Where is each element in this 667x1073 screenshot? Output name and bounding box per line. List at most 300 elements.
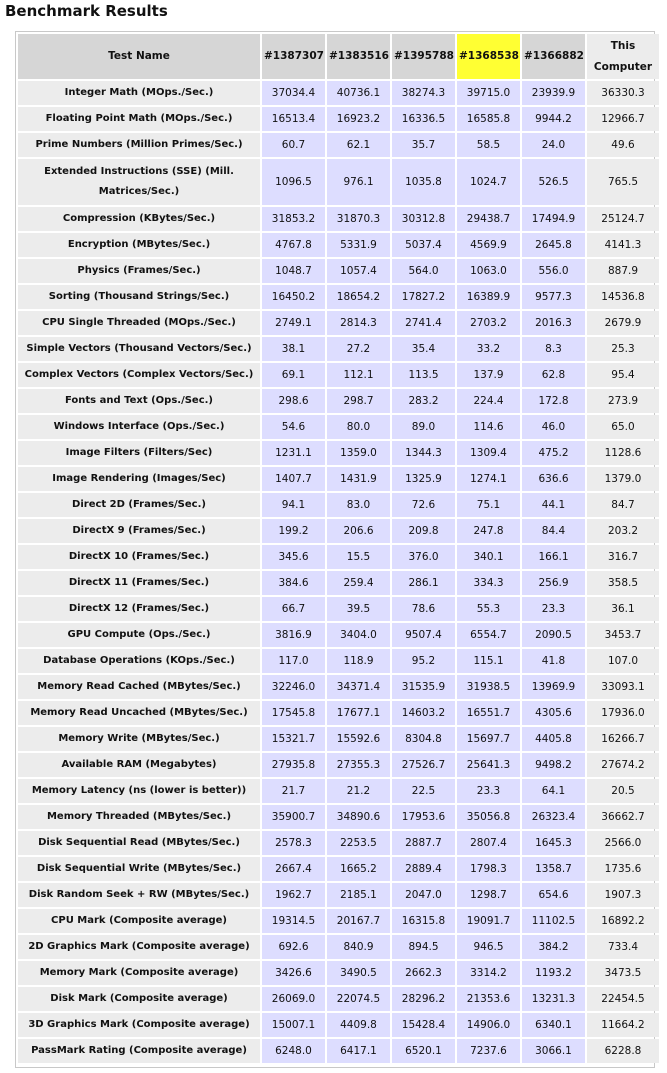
result-value-cell: 556.0 <box>522 259 585 283</box>
column-header-system[interactable]: #1383516 <box>327 34 390 79</box>
table-row <box>18 467 659 491</box>
table-row <box>18 675 659 699</box>
result-value-cell: 26323.4 <box>522 805 585 829</box>
this-computer-value-cell: 3453.7 <box>587 623 659 647</box>
result-value-cell: 16551.7 <box>457 701 520 725</box>
row-test-name: Encryption (MBytes/Sec.) <box>18 233 260 257</box>
result-value-cell: 1665.2 <box>327 857 390 881</box>
result-value-cell: 4569.9 <box>457 233 520 257</box>
result-value-cell: 2185.1 <box>327 883 390 907</box>
table-header-row <box>18 34 659 79</box>
table-row <box>18 233 659 257</box>
result-value-cell: 256.9 <box>522 571 585 595</box>
result-value-cell: 1024.7 <box>457 159 520 205</box>
result-value-cell: 23939.9 <box>522 81 585 105</box>
this-computer-value-cell: 765.5 <box>587 159 659 205</box>
result-value-cell: 38.1 <box>262 337 325 361</box>
result-value-cell: 31938.5 <box>457 675 520 699</box>
row-test-name: Memory Read Uncached (MBytes/Sec.) <box>18 701 260 725</box>
result-value-cell: 1407.7 <box>262 467 325 491</box>
this-computer-value-cell: 95.4 <box>587 363 659 387</box>
column-header-system[interactable]: #1366882 <box>522 34 585 79</box>
result-value-cell: 38274.3 <box>392 81 455 105</box>
result-value-cell: 9507.4 <box>392 623 455 647</box>
table-row <box>18 441 659 465</box>
this-computer-value-cell: 733.4 <box>587 935 659 959</box>
result-value-cell: 16923.2 <box>327 107 390 131</box>
result-value-cell: 15428.4 <box>392 1013 455 1037</box>
result-value-cell: 2807.4 <box>457 831 520 855</box>
result-value-cell: 636.6 <box>522 467 585 491</box>
row-test-name: Compression (KBytes/Sec.) <box>18 207 260 231</box>
table-row <box>18 987 659 1011</box>
column-header-this-computer: This Computer <box>587 34 659 79</box>
result-value-cell: 89.0 <box>392 415 455 439</box>
result-value-cell: 2645.8 <box>522 233 585 257</box>
result-value-cell: 247.8 <box>457 519 520 543</box>
table-row <box>18 337 659 361</box>
result-value-cell: 976.1 <box>327 159 390 205</box>
result-value-cell: 16450.2 <box>262 285 325 309</box>
column-header-system[interactable]: #1395788 <box>392 34 455 79</box>
row-test-name: Sorting (Thousand Strings/Sec.) <box>18 285 260 309</box>
result-value-cell: 1962.7 <box>262 883 325 907</box>
table-row <box>18 259 659 283</box>
result-value-cell: 72.6 <box>392 493 455 517</box>
this-computer-value-cell: 20.5 <box>587 779 659 803</box>
table-row <box>18 961 659 985</box>
result-value-cell: 6340.1 <box>522 1013 585 1037</box>
row-test-name: DirectX 9 (Frames/Sec.) <box>18 519 260 543</box>
result-value-cell: 14906.0 <box>457 1013 520 1037</box>
result-value-cell: 1096.5 <box>262 159 325 205</box>
result-value-cell: 2703.2 <box>457 311 520 335</box>
row-test-name: Simple Vectors (Thousand Vectors/Sec.) <box>18 337 260 361</box>
result-value-cell: 564.0 <box>392 259 455 283</box>
result-value-cell: 6248.0 <box>262 1039 325 1063</box>
result-value-cell: 8.3 <box>522 337 585 361</box>
result-value-cell: 298.6 <box>262 389 325 413</box>
row-test-name: Disk Random Seek + RW (MBytes/Sec.) <box>18 883 260 907</box>
result-value-cell: 14603.2 <box>392 701 455 725</box>
result-value-cell: 27935.8 <box>262 753 325 777</box>
row-test-name: Memory Read Cached (MBytes/Sec.) <box>18 675 260 699</box>
table-row <box>18 545 659 569</box>
result-value-cell: 298.7 <box>327 389 390 413</box>
result-value-cell: 3066.1 <box>522 1039 585 1063</box>
result-value-cell: 199.2 <box>262 519 325 543</box>
result-value-cell: 172.8 <box>522 389 585 413</box>
result-value-cell: 2578.3 <box>262 831 325 855</box>
row-test-name: Direct 2D (Frames/Sec.) <box>18 493 260 517</box>
result-value-cell: 40736.1 <box>327 81 390 105</box>
result-value-cell: 27526.7 <box>392 753 455 777</box>
result-value-cell: 114.6 <box>457 415 520 439</box>
this-computer-value-cell: 27674.2 <box>587 753 659 777</box>
result-value-cell: 137.9 <box>457 363 520 387</box>
result-value-cell: 6417.1 <box>327 1039 390 1063</box>
result-value-cell: 78.6 <box>392 597 455 621</box>
this-computer-value-cell: 36330.3 <box>587 81 659 105</box>
result-value-cell: 31870.3 <box>327 207 390 231</box>
result-value-cell: 112.1 <box>327 363 390 387</box>
this-computer-value-cell: 14536.8 <box>587 285 659 309</box>
result-value-cell: 1325.9 <box>392 467 455 491</box>
result-value-cell: 1645.3 <box>522 831 585 855</box>
table-row <box>18 649 659 673</box>
result-value-cell: 2016.3 <box>522 311 585 335</box>
row-test-name: Complex Vectors (Complex Vectors/Sec.) <box>18 363 260 387</box>
result-value-cell: 2749.1 <box>262 311 325 335</box>
result-value-cell: 29438.7 <box>457 207 520 231</box>
this-computer-value-cell: 3473.5 <box>587 961 659 985</box>
result-value-cell: 2253.5 <box>327 831 390 855</box>
table-row <box>18 597 659 621</box>
table-row <box>18 133 659 157</box>
result-value-cell: 654.6 <box>522 883 585 907</box>
result-value-cell: 334.3 <box>457 571 520 595</box>
this-computer-value-cell: 25124.7 <box>587 207 659 231</box>
result-value-cell: 2887.7 <box>392 831 455 855</box>
benchmark-table-container <box>15 31 655 1068</box>
result-value-cell: 17827.2 <box>392 285 455 309</box>
row-test-name: Physics (Frames/Sec.) <box>18 259 260 283</box>
row-test-name: Available RAM (Megabytes) <box>18 753 260 777</box>
row-test-name: Integer Math (MOps./Sec.) <box>18 81 260 105</box>
this-computer-value-cell: 1907.3 <box>587 883 659 907</box>
page-title: Benchmark Results <box>5 2 168 20</box>
this-computer-value-cell: 273.9 <box>587 389 659 413</box>
table-row <box>18 779 659 803</box>
result-value-cell: 17677.1 <box>327 701 390 725</box>
result-value-cell: 384.2 <box>522 935 585 959</box>
this-computer-value-cell: 4141.3 <box>587 233 659 257</box>
table-row <box>18 1013 659 1037</box>
result-value-cell: 9944.2 <box>522 107 585 131</box>
result-value-cell: 75.1 <box>457 493 520 517</box>
table-row <box>18 493 659 517</box>
row-test-name: Image Rendering (Images/Sec) <box>18 467 260 491</box>
this-computer-value-cell: 33093.1 <box>587 675 659 699</box>
result-value-cell: 166.1 <box>522 545 585 569</box>
result-value-cell: 39.5 <box>327 597 390 621</box>
result-value-cell: 3426.6 <box>262 961 325 985</box>
this-computer-value-cell: 49.6 <box>587 133 659 157</box>
result-value-cell: 15697.7 <box>457 727 520 751</box>
row-test-name: Memory Write (MBytes/Sec.) <box>18 727 260 751</box>
this-computer-value-cell: 16266.7 <box>587 727 659 751</box>
this-computer-value-cell: 1735.6 <box>587 857 659 881</box>
result-value-cell: 1035.8 <box>392 159 455 205</box>
result-value-cell: 206.6 <box>327 519 390 543</box>
result-value-cell: 345.6 <box>262 545 325 569</box>
result-value-cell: 22074.5 <box>327 987 390 1011</box>
result-value-cell: 17545.8 <box>262 701 325 725</box>
result-value-cell: 1231.1 <box>262 441 325 465</box>
result-value-cell: 17953.6 <box>392 805 455 829</box>
result-value-cell: 27355.3 <box>327 753 390 777</box>
result-value-cell: 1057.4 <box>327 259 390 283</box>
result-value-cell: 16585.8 <box>457 107 520 131</box>
result-value-cell: 2814.3 <box>327 311 390 335</box>
row-test-name: Memory Latency (ns (lower is better)) <box>18 779 260 803</box>
this-computer-value-cell: 12966.7 <box>587 107 659 131</box>
result-value-cell: 384.6 <box>262 571 325 595</box>
result-value-cell: 27.2 <box>327 337 390 361</box>
this-computer-value-cell: 16892.2 <box>587 909 659 933</box>
result-value-cell: 692.6 <box>262 935 325 959</box>
result-value-cell: 16389.9 <box>457 285 520 309</box>
row-test-name: Database Operations (KOps./Sec.) <box>18 649 260 673</box>
row-test-name: Extended Instructions (SSE) (Mill. Matrices/Sec.) <box>18 159 260 205</box>
benchmark-table-body <box>18 81 659 1063</box>
row-test-name: CPU Single Threaded (MOps./Sec.) <box>18 311 260 335</box>
result-value-cell: 35900.7 <box>262 805 325 829</box>
table-row <box>18 623 659 647</box>
result-value-cell: 1359.0 <box>327 441 390 465</box>
this-computer-value-cell: 17936.0 <box>587 701 659 725</box>
result-value-cell: 259.4 <box>327 571 390 595</box>
result-value-cell: 3314.2 <box>457 961 520 985</box>
result-value-cell: 21353.6 <box>457 987 520 1011</box>
result-value-cell: 13969.9 <box>522 675 585 699</box>
this-computer-value-cell: 6228.8 <box>587 1039 659 1063</box>
result-value-cell: 209.8 <box>392 519 455 543</box>
table-row <box>18 727 659 751</box>
result-value-cell: 376.0 <box>392 545 455 569</box>
result-value-cell: 2741.4 <box>392 311 455 335</box>
result-value-cell: 946.5 <box>457 935 520 959</box>
table-row <box>18 81 659 105</box>
result-value-cell: 41.8 <box>522 649 585 673</box>
result-value-cell: 55.3 <box>457 597 520 621</box>
table-row <box>18 805 659 829</box>
result-value-cell: 94.1 <box>262 493 325 517</box>
this-computer-value-cell: 36662.7 <box>587 805 659 829</box>
table-row <box>18 107 659 131</box>
this-computer-value-cell: 316.7 <box>587 545 659 569</box>
result-value-cell: 24.0 <box>522 133 585 157</box>
result-value-cell: 4767.8 <box>262 233 325 257</box>
result-value-cell: 11102.5 <box>522 909 585 933</box>
this-computer-value-cell: 107.0 <box>587 649 659 673</box>
result-value-cell: 34890.6 <box>327 805 390 829</box>
this-computer-value-cell: 203.2 <box>587 519 659 543</box>
table-row <box>18 753 659 777</box>
result-value-cell: 26069.0 <box>262 987 325 1011</box>
this-computer-value-cell: 887.9 <box>587 259 659 283</box>
column-header-system[interactable]: #1387307 <box>262 34 325 79</box>
row-test-name: Disk Sequential Read (MBytes/Sec.) <box>18 831 260 855</box>
table-row <box>18 935 659 959</box>
this-computer-value-cell: 1379.0 <box>587 467 659 491</box>
table-row <box>18 519 659 543</box>
result-value-cell: 31535.9 <box>392 675 455 699</box>
table-row <box>18 909 659 933</box>
row-test-name: Floating Point Math (MOps./Sec.) <box>18 107 260 131</box>
result-value-cell: 16513.4 <box>262 107 325 131</box>
result-value-cell: 84.4 <box>522 519 585 543</box>
row-test-name: Disk Mark (Composite average) <box>18 987 260 1011</box>
result-value-cell: 23.3 <box>522 597 585 621</box>
this-computer-value-cell: 36.1 <box>587 597 659 621</box>
result-value-cell: 2667.4 <box>262 857 325 881</box>
result-value-cell: 95.2 <box>392 649 455 673</box>
result-value-cell: 15592.6 <box>327 727 390 751</box>
result-value-cell: 1298.7 <box>457 883 520 907</box>
result-value-cell: 80.0 <box>327 415 390 439</box>
result-value-cell: 1344.3 <box>392 441 455 465</box>
result-value-cell: 1358.7 <box>522 857 585 881</box>
result-value-cell: 58.5 <box>457 133 520 157</box>
row-test-name: Image Filters (Filters/Sec) <box>18 441 260 465</box>
table-row <box>18 883 659 907</box>
table-row <box>18 831 659 855</box>
table-row <box>18 571 659 595</box>
result-value-cell: 340.1 <box>457 545 520 569</box>
result-value-cell: 35.4 <box>392 337 455 361</box>
result-value-cell: 69.1 <box>262 363 325 387</box>
result-value-cell: 62.1 <box>327 133 390 157</box>
result-value-cell: 3404.0 <box>327 623 390 647</box>
result-value-cell: 5037.4 <box>392 233 455 257</box>
row-test-name: Memory Threaded (MBytes/Sec.) <box>18 805 260 829</box>
result-value-cell: 6520.1 <box>392 1039 455 1063</box>
row-test-name: PassMark Rating (Composite average) <box>18 1039 260 1063</box>
result-value-cell: 21.2 <box>327 779 390 803</box>
row-test-name: DirectX 11 (Frames/Sec.) <box>18 571 260 595</box>
row-test-name: DirectX 10 (Frames/Sec.) <box>18 545 260 569</box>
result-value-cell: 9498.2 <box>522 753 585 777</box>
result-value-cell: 894.5 <box>392 935 455 959</box>
result-value-cell: 1193.2 <box>522 961 585 985</box>
result-value-cell: 62.8 <box>522 363 585 387</box>
result-value-cell: 224.4 <box>457 389 520 413</box>
result-value-cell: 34371.4 <box>327 675 390 699</box>
row-test-name: Disk Sequential Write (MBytes/Sec.) <box>18 857 260 881</box>
benchmark-table <box>16 32 661 1065</box>
result-value-cell: 115.1 <box>457 649 520 673</box>
result-value-cell: 15321.7 <box>262 727 325 751</box>
result-value-cell: 66.7 <box>262 597 325 621</box>
result-value-cell: 39715.0 <box>457 81 520 105</box>
this-computer-value-cell: 358.5 <box>587 571 659 595</box>
row-test-name: Fonts and Text (Ops./Sec.) <box>18 389 260 413</box>
this-computer-value-cell: 1128.6 <box>587 441 659 465</box>
table-row <box>18 701 659 725</box>
result-value-cell: 4305.6 <box>522 701 585 725</box>
result-value-cell: 54.6 <box>262 415 325 439</box>
result-value-cell: 17494.9 <box>522 207 585 231</box>
result-value-cell: 3490.5 <box>327 961 390 985</box>
result-value-cell: 118.9 <box>327 649 390 673</box>
result-value-cell: 1309.4 <box>457 441 520 465</box>
table-row <box>18 1039 659 1063</box>
result-value-cell: 15007.1 <box>262 1013 325 1037</box>
result-value-cell: 16336.5 <box>392 107 455 131</box>
column-header-system-highlighted[interactable]: #1368538 <box>457 34 520 79</box>
result-value-cell: 117.0 <box>262 649 325 673</box>
result-value-cell: 64.1 <box>522 779 585 803</box>
row-test-name: Windows Interface (Ops./Sec.) <box>18 415 260 439</box>
this-computer-value-cell: 65.0 <box>587 415 659 439</box>
result-value-cell: 4405.8 <box>522 727 585 751</box>
result-value-cell: 21.7 <box>262 779 325 803</box>
result-value-cell: 475.2 <box>522 441 585 465</box>
result-value-cell: 9577.3 <box>522 285 585 309</box>
table-row <box>18 159 659 205</box>
result-value-cell: 15.5 <box>327 545 390 569</box>
result-value-cell: 840.9 <box>327 935 390 959</box>
result-value-cell: 526.5 <box>522 159 585 205</box>
result-value-cell: 28296.2 <box>392 987 455 1011</box>
row-test-name: CPU Mark (Composite average) <box>18 909 260 933</box>
row-test-name: Prime Numbers (Million Primes/Sec.) <box>18 133 260 157</box>
result-value-cell: 19091.7 <box>457 909 520 933</box>
result-value-cell: 35.7 <box>392 133 455 157</box>
result-value-cell: 30312.8 <box>392 207 455 231</box>
table-row <box>18 207 659 231</box>
result-value-cell: 22.5 <box>392 779 455 803</box>
result-value-cell: 1274.1 <box>457 467 520 491</box>
result-value-cell: 113.5 <box>392 363 455 387</box>
result-value-cell: 46.0 <box>522 415 585 439</box>
result-value-cell: 7237.6 <box>457 1039 520 1063</box>
result-value-cell: 1431.9 <box>327 467 390 491</box>
result-value-cell: 286.1 <box>392 571 455 595</box>
result-value-cell: 2662.3 <box>392 961 455 985</box>
result-value-cell: 3816.9 <box>262 623 325 647</box>
row-test-name: DirectX 12 (Frames/Sec.) <box>18 597 260 621</box>
result-value-cell: 44.1 <box>522 493 585 517</box>
this-computer-value-cell: 25.3 <box>587 337 659 361</box>
table-row <box>18 363 659 387</box>
table-row <box>18 285 659 309</box>
result-value-cell: 283.2 <box>392 389 455 413</box>
table-row <box>18 389 659 413</box>
this-computer-value-cell: 11664.2 <box>587 1013 659 1037</box>
result-value-cell: 83.0 <box>327 493 390 517</box>
table-row <box>18 857 659 881</box>
result-value-cell: 32246.0 <box>262 675 325 699</box>
result-value-cell: 8304.8 <box>392 727 455 751</box>
this-computer-value-cell: 84.7 <box>587 493 659 517</box>
column-header-test-name: Test Name <box>18 34 260 79</box>
result-value-cell: 2889.4 <box>392 857 455 881</box>
result-value-cell: 16315.8 <box>392 909 455 933</box>
row-test-name: GPU Compute (Ops./Sec.) <box>18 623 260 647</box>
result-value-cell: 18654.2 <box>327 285 390 309</box>
result-value-cell: 60.7 <box>262 133 325 157</box>
result-value-cell: 1798.3 <box>457 857 520 881</box>
result-value-cell: 33.2 <box>457 337 520 361</box>
this-computer-value-cell: 2566.0 <box>587 831 659 855</box>
result-value-cell: 4409.8 <box>327 1013 390 1037</box>
result-value-cell: 1063.0 <box>457 259 520 283</box>
this-computer-value-cell: 2679.9 <box>587 311 659 335</box>
result-value-cell: 2090.5 <box>522 623 585 647</box>
result-value-cell: 13231.3 <box>522 987 585 1011</box>
result-value-cell: 6554.7 <box>457 623 520 647</box>
result-value-cell: 2047.0 <box>392 883 455 907</box>
result-value-cell: 5331.9 <box>327 233 390 257</box>
result-value-cell: 25641.3 <box>457 753 520 777</box>
result-value-cell: 37034.4 <box>262 81 325 105</box>
result-value-cell: 35056.8 <box>457 805 520 829</box>
result-value-cell: 20167.7 <box>327 909 390 933</box>
this-computer-value-cell: 22454.5 <box>587 987 659 1011</box>
table-row <box>18 415 659 439</box>
